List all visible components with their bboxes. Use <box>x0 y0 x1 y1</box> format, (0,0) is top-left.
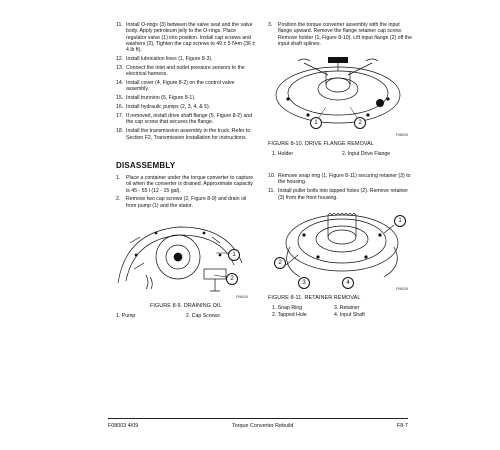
step-number: 3. <box>268 22 273 28</box>
callout-1: 1 <box>394 215 406 227</box>
legend-item: 4. Input Shaft <box>334 311 365 318</box>
assembly-steps-list <box>116 22 256 141</box>
figure-legend <box>272 151 414 157</box>
legend-item: 3. Retainer <box>334 304 360 311</box>
step-item <box>116 104 256 110</box>
figure-id: F08024 <box>235 294 248 299</box>
callout-4: 4 <box>342 277 354 289</box>
legend-item: 1. Snap Ring <box>272 304 302 311</box>
step-number: 16. <box>116 104 124 111</box>
removal-steps-list <box>268 22 414 47</box>
step-text: If removed, install drive shaft flange (5, Figure 8-2) and the cap screw that secures the flange. <box>126 113 253 126</box>
callout-1: 1 <box>310 117 322 129</box>
callout-2: 2 <box>354 117 366 129</box>
footer-page-number: F8-7 <box>396 423 408 429</box>
step-text: Position the torque converter assembly with the input flange upward. Remove the flange retainer cap screw. Remove holder (1, Figure 8-10). Lift input flange (2) off the input shaft splines. <box>278 22 412 47</box>
step-text: Connect the inlet and outlet pressure sensors to the electrical harness. <box>126 64 245 78</box>
callout-2: 2 <box>274 257 286 269</box>
retainer-removal-illustration <box>268 207 408 287</box>
legend-item: 2. Input Drive Flange <box>342 151 391 158</box>
figure-legend <box>116 313 256 319</box>
left-column <box>116 22 256 319</box>
step-text: Remove two cap screws (2, Figure 8-9) and drain oil from pump (1) and the stator. <box>126 196 247 209</box>
retainer-steps-list <box>268 173 414 201</box>
figure-caption: FIGURE 8-11. RETAINER REMOVAL <box>268 294 361 301</box>
legend-item: 2. Tapped Hole <box>272 311 307 318</box>
footer-title: Torque Converter Rebuild <box>232 423 294 429</box>
figure-legend <box>272 305 414 318</box>
legend-item: 1. Pump <box>116 312 136 319</box>
callout-3: 3 <box>298 277 310 289</box>
step-number: 2. <box>116 196 121 203</box>
step-text: Install trunnion (5, Figure 8-1). <box>126 95 196 102</box>
legend-item: 2. Cap Screws <box>186 312 220 319</box>
step-number: 13. <box>116 64 124 71</box>
figure-8-10 <box>268 53 408 138</box>
step-number: 1. <box>116 174 121 181</box>
step-number: 11. <box>268 188 275 195</box>
step-number: 14. <box>116 80 124 87</box>
step-item <box>116 95 256 101</box>
step-text: Install puller bolts into tapped holes (2). Remove retainer (3) from the front housing. <box>278 188 409 201</box>
disassembly-steps-list <box>116 175 256 209</box>
step-number: 10. <box>268 173 276 180</box>
drive-flange-illustration <box>268 53 408 131</box>
step-text: Install hydraulic pumps (2, 3, 4, & 5). <box>126 104 211 111</box>
figure-8-11 <box>268 207 408 291</box>
step-text: Install O-rings (3) between the valve seat and the valve body. Apply petroleum jelly to the O-rings. Place regulator valve (1) into position. Install cap screws and washers (2). Tighten the cap screws to 49 ± 5 N•m (36 ± 4 lb ft). <box>126 22 256 54</box>
step-text: Install the transmission assembly in the truck. Refer to Section F2, Transmission Installation for instructions. <box>126 128 251 141</box>
figure-8-9 <box>116 223 250 299</box>
step-item <box>268 188 414 201</box>
figure-id: F08025 <box>395 133 408 138</box>
step-text: Install cover (4, Figure 8-2) on the control valve assembly. <box>126 80 235 93</box>
step-number: 12. <box>116 56 124 63</box>
step-item <box>116 80 256 93</box>
step-text: Place a container under the torque converter to capture oil when the converter is drained. Approximate capacity is 45 - 55 l (12 - 15 gal). <box>126 174 254 194</box>
legend-item: 1. Holder <box>272 151 294 158</box>
callout-1: 1 <box>228 249 240 261</box>
step-item <box>116 113 256 126</box>
figure-id: F08026 <box>395 286 408 291</box>
step-item <box>116 128 256 141</box>
right-column <box>268 22 414 318</box>
step-number: 15. <box>116 95 124 102</box>
step-text: Remove snap ring (1, Figure 8-11) securing retainer (3) to the housing. <box>278 173 411 186</box>
figure-caption: FIGURE 8-9. DRAINING OIL <box>150 302 222 309</box>
step-number: 17. <box>116 113 124 120</box>
step-item <box>116 22 256 53</box>
step-item <box>116 65 256 78</box>
page-footer <box>108 418 408 429</box>
section-heading: DISASSEMBLY <box>116 160 176 170</box>
step-number: 11. <box>116 22 123 28</box>
step-item <box>116 196 256 209</box>
figure-caption: FIGURE 8-10. DRIVE FLANGE REMOVAL <box>268 141 374 148</box>
step-item <box>268 22 414 47</box>
footer-doc-id: F08003 4/09 <box>108 423 139 429</box>
step-item <box>116 175 256 194</box>
step-item <box>268 173 414 186</box>
step-item <box>116 56 256 62</box>
callout-2: 2 <box>226 273 238 285</box>
step-text: Install lubrication lines (1, Figure 8-3). <box>126 56 213 63</box>
step-number: 18. <box>116 128 124 135</box>
